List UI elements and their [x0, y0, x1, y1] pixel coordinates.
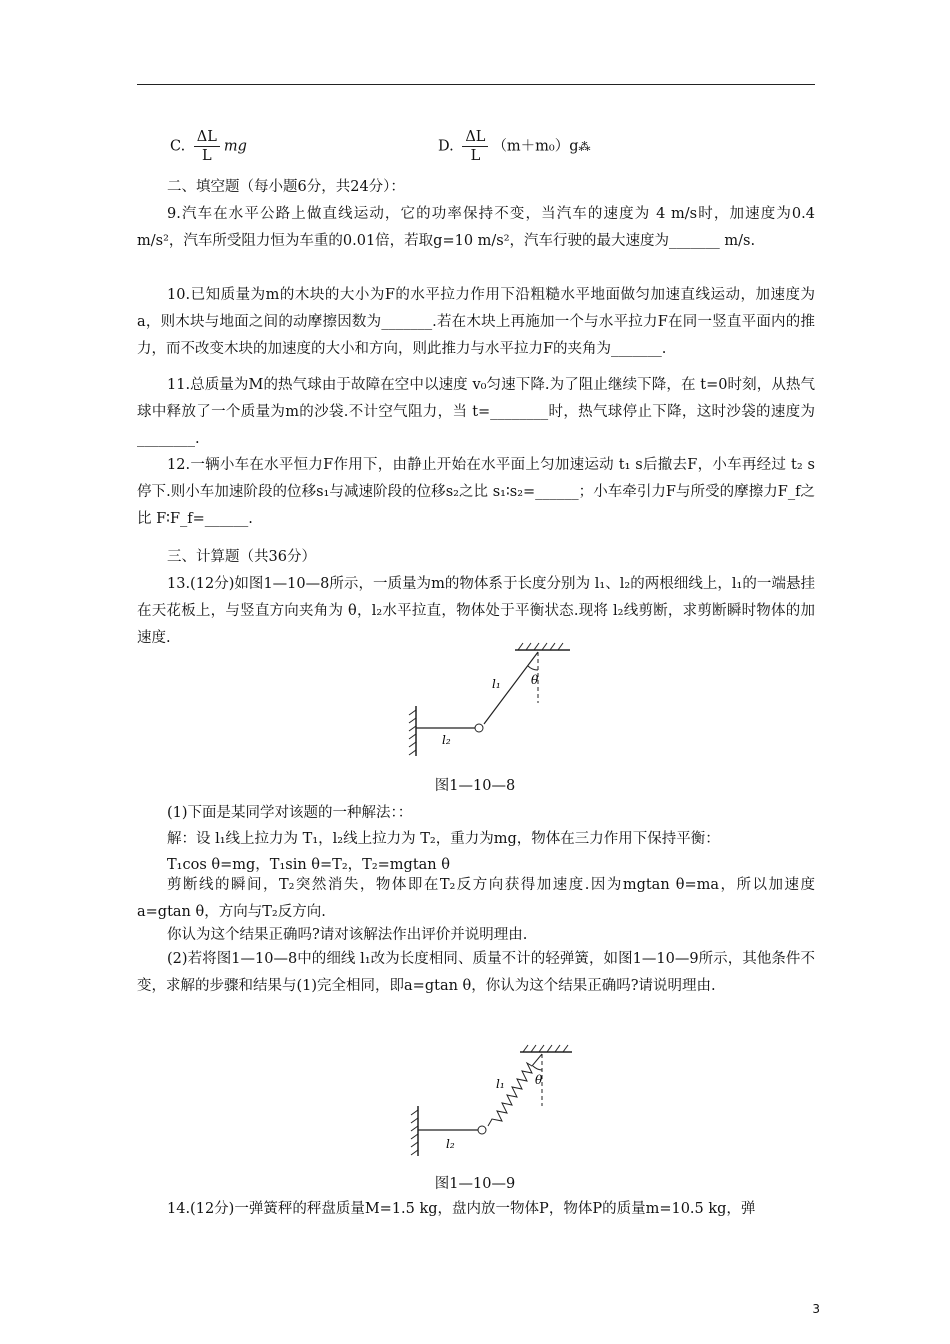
section-3-heading: 三、计算题（共36分） [167, 549, 316, 565]
mass-ball [478, 1126, 486, 1134]
question-11: 11.总质量为M的热气球由于故障在空中以速度 v₀匀速下降.为了阻止继续下降，在 t=0时刻，从热气球中释放了一个质量为m的沙袋.不计空气阻力，当 t=________时，热气球停止下降，这时沙袋的速度为________. [137, 377, 815, 447]
question-9: 9.汽车在水平公路上做直线运动，它的功率保持不变，当汽车的速度为 4 m/s时，加速度为0.4 m/s²，汽车所受阻力恒为车重的0.01倍，若取g=10 m/s²，汽车行驶的最大速度为_______ m/s. [137, 206, 815, 249]
solution-line-2: T₁cos θ=mg，T₁sin θ=T₂，T₂=mgtan θ [167, 857, 450, 873]
question-12: 12.一辆小车在水平恒力F作用下，由静止开始在水平面上匀加速运动 t₁ s后撤去F，小车再经过 t₂ s停下.则小车加速阶段的位移s₁与减速阶段的位移s₂之比 s₁∶s₂=______；小车牵引力F与所受的摩擦力F_f之比 F∶F_f=______. [137, 457, 815, 527]
ceiling-hatch [518, 643, 563, 650]
solution-line-1: 解：设 l₁线上拉力为 T₁，l₂线上拉力为 T₂，重力为mg，物体在三力作用下保持平衡： [167, 831, 720, 847]
figure-1-10-9 [402, 1040, 582, 1160]
part-1: (1)下面是某同学对该题的一种解法：： [167, 805, 413, 821]
mass-ball [475, 724, 483, 732]
label-l2: l₂ [442, 733, 451, 747]
label-l1: l₁ [496, 1077, 505, 1091]
angle-arc [528, 666, 538, 670]
figure-1-10-8 [400, 638, 580, 758]
label-l2: l₂ [446, 1137, 455, 1151]
section-2-heading: 二、填空题（每小题6分，共24分）： [167, 179, 405, 195]
option-d: D. $\frac{\Delta L}{L}$ （m＋m₀）g⁂ [438, 129, 590, 164]
page-number: 3 [812, 1302, 820, 1316]
figure-caption-2: 图1—10—9 [434, 1176, 516, 1192]
label-l1: l₁ [492, 677, 501, 691]
ceiling-hatch [523, 1045, 568, 1052]
header-rule [137, 84, 815, 85]
part-2: (2)若将图1—10—8中的细线 l₁改为长度相同、质量不计的轻弹簧，如图1—10—9所示，其他条件不变，求解的步骤和结果与(1)完全相同，即a=gtan θ，你认为这个结果正确吗?请说明理由. [137, 951, 815, 994]
label-theta: θ [535, 1073, 543, 1087]
wall-hatch [409, 710, 416, 755]
label-theta: θ [531, 673, 539, 687]
option-c: C. $\frac{\Delta L}{L}$ mg [170, 129, 247, 164]
fraction: $\frac{\Delta L}{L}$ [462, 128, 488, 165]
figure-caption-1: 图1—10—8 [434, 778, 516, 794]
question-13: 13.(12分)如图1—10—8所示，一质量为m的物体系于长度分别为 l₁、l₂的两根细线上，l₁的一端悬挂在天花板上，与竖直方向夹角为 θ，l₂水平拉直，物体处于平衡状态.现将 l₂线剪断，求剪断瞬时物体的加速度. [137, 576, 815, 646]
question-10: 10.已知质量为m的木块的大小为F的水平拉力作用下沿粗糙水平地面做匀加速直线运动，加速度为a，则木块与地面之间的动摩擦因数为_______.若在木块上再施加一个与水平拉力F在同一竖直平面内的推力，而不改变木块的加速度的大小和方向，则此推力与水平拉力F的夹角为_______. [137, 287, 815, 357]
fraction: $\frac{\Delta L}{L}$ [194, 128, 220, 165]
question-14: 14.(12分)一弹簧秤的秤盘质量M=1.5 kg，盘内放一物体P，物体P的质量m=10.5 kg，弹 [167, 1201, 756, 1217]
solution-line-4: 你认为这个结果正确吗?请对该解法作出评价并说明理由. [167, 927, 528, 943]
solution-line-3: 剪断线的瞬间，T₂突然消失，物体即在T₂反方向获得加速度.因为mgtan θ=ma，所以加速度a=gtan θ，方向与T₂反方向. [137, 877, 815, 920]
angle-arc [533, 1066, 542, 1070]
wall-hatch [411, 1110, 418, 1155]
